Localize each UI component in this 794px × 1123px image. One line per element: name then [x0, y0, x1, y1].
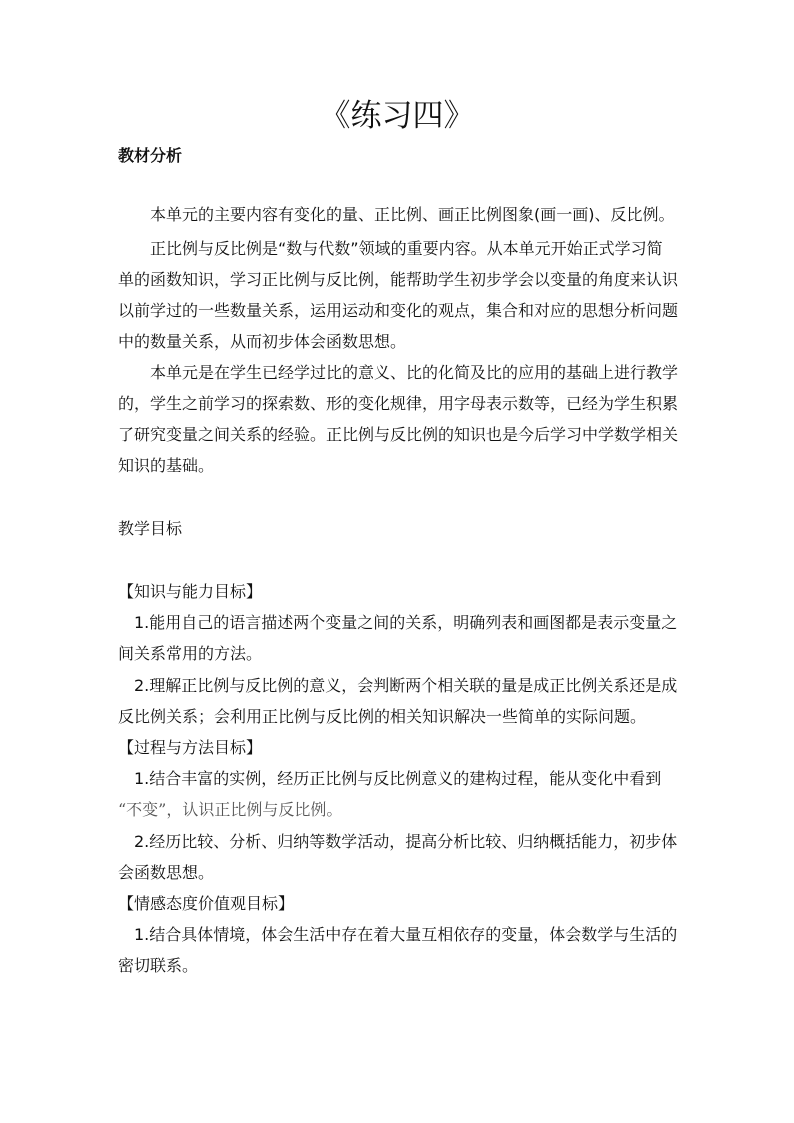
process-item-2-line-1: 2.经历比较、分析、归纳等数学活动，提高分析比较、归纳概括能力，初步体	[134, 832, 678, 851]
paragraph-3-line-3: 了研究变量之间关系的经验。正比例与反比例的知识也是今后学习中学数学相关	[118, 425, 679, 444]
page-title: 《练习四》	[319, 98, 475, 134]
knowledge-heading: 【知识与能力目标】	[118, 582, 263, 601]
paragraph-2-line-4: 中的数量关系，从而初步体会函数思想。	[118, 332, 407, 351]
goals-heading: 教学目标	[118, 519, 183, 538]
emotion-item-1-line-1: 1.结合具体情境，体会生活中存在着大量互相依存的变量，体会数学与生活的	[134, 925, 678, 944]
paragraph-2-line-2: 单的函数知识，学习正比例与反比例，能帮助学生初步学会以变量的角度来认识	[118, 270, 679, 289]
emotion-item-1-line-2: 密切联系。	[118, 956, 199, 975]
knowledge-item-1-line-1: 1.能用自己的语言描述两个变量之间的关系，明确列表和画图都是表示变量之	[134, 613, 678, 632]
process-heading: 【过程与方法目标】	[118, 738, 263, 757]
knowledge-item-2-line-1: 2.理解正比例与反比例的意义，会判断两个相关联的量是成正比例关系还是成	[134, 676, 678, 695]
paragraph-3-line-1: 本单元是在学生已经学过比的意义、比的化简及比的应用的基础上进行教学	[150, 363, 679, 382]
process-item-1-line-1: 1.结合丰富的实例，经历正比例与反比例意义的建构过程，能从变化中看到	[134, 769, 662, 788]
paragraph-1-line-1: 本单元的主要内容有变化的量、正比例、画正比例图象(画一画)、反比例。	[150, 205, 675, 224]
process-item-1-line-2: “不变”，认识正比例与反比例。	[118, 800, 343, 819]
paragraph-2-line-1: 正比例与反比例是“数与代数”领域的重要内容。从本单元开始正式学习简	[150, 239, 663, 258]
paragraph-2-line-3: 以前学过的一些数量关系，运用运动和变化的观点，集合和对应的思想分析问题	[118, 301, 679, 320]
knowledge-item-2-line-2: 反比例关系；会利用正比例与反比例的相关知识解决一些简单的实际问题。	[118, 707, 647, 726]
process-item-2-line-2: 会函数思想。	[118, 863, 215, 882]
emotion-heading: 【情感态度价值观目标】	[118, 894, 295, 913]
analysis-heading: 教材分析	[118, 146, 183, 165]
knowledge-item-1-line-2: 间关系常用的方法。	[118, 644, 263, 663]
paragraph-3-line-4: 知识的基础。	[118, 456, 215, 475]
paragraph-3-line-2: 的，学生之前学习的探索数、形的变化规律，用字母表示数等，已经为学生积累	[118, 394, 679, 413]
